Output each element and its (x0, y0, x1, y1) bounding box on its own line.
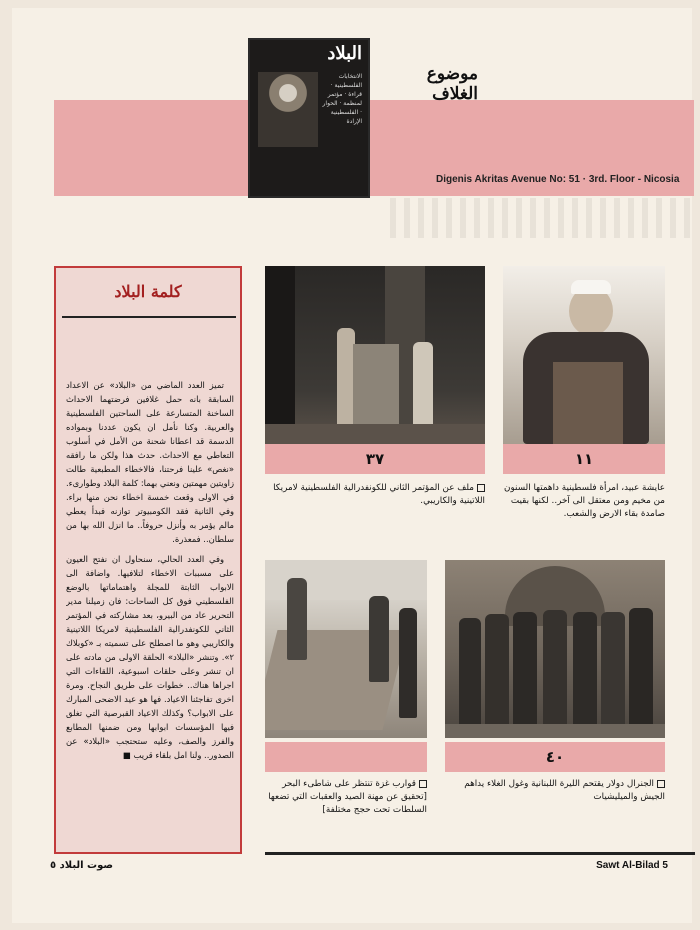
show-through-print (390, 198, 690, 238)
page-number-fish (265, 742, 427, 772)
caption-officers-text: الجنرال دولار يقتحم الليرة اللبنانية وغول الغلاء يداهم الجيش والميليشيات (464, 779, 665, 802)
page-number-40: ٤٠ (445, 742, 665, 772)
caption-woman-text: عايشة عبيد، امرأة فلسطينية داهمتها السنون من مخيم ومن معتقل الى آخر.. لكنها بقيت صامدة بقاء الارض والشعب. (504, 483, 665, 519)
page-number-11: ١١ (503, 444, 665, 474)
editorial-title: كلمة البلاد (114, 282, 182, 301)
address-line: Digenis Akritas Avenue No: 51 · 3rd. Floor - Nicosia (436, 174, 680, 185)
photo-conference-stage (265, 266, 485, 444)
caption-woman (503, 482, 665, 521)
editorial-body (66, 378, 234, 846)
editorial-paragraph: تميز العدد الماضي من «البلاد» عن الاعداد السابقة بانه حمل غلافين فرضتهما الاحداث الساخنة المتسارعة على الساحتين الفلسطينية والعربية. وكنا نأمل ان يكون عددنا وبمواده الدسمة قد اعطانا شحنة من الأمل في أسلوب التعاطي مع الاحداث. حدث هذا ولكن ما رافقه «نغص» علينا فرحتنا، فالاخطاء المطبعية طالت زاويتين مهمتين ونعني بهما: كلمة البلاد وطوارىء. في الاولى وقعت خمسة اخطاء نحن منها براء. وفي الثانية فقد الكومبيوتر توازنه فبدأ يعطي مالم يؤمر به وأنزل حروفاً.. ما انزل الله بها من سلطان.. فمعذرة. (66, 380, 234, 544)
caption-conference (265, 482, 485, 508)
cover-blurb: الانتخابات الفلسطينية · قراءة · مؤتمر لمنظمة · الحوار · الفلسطينية الإرادة (322, 73, 362, 125)
photo-fishermen (265, 560, 427, 738)
photo-officers-group (445, 560, 665, 738)
section-title: موضوع الغلاف (426, 64, 478, 104)
footer-left: صوت البلاد ٥ (50, 860, 114, 871)
editorial-rule (62, 316, 236, 318)
footer-right: Sawt Al-Bilad 5 (596, 860, 668, 871)
editorial-box (54, 266, 242, 854)
caption-bullet (657, 780, 665, 788)
cover-photo (258, 72, 318, 147)
caption-bullet (419, 780, 427, 788)
photo-elderly-woman (503, 266, 665, 444)
cover-thumbnail (248, 38, 370, 198)
caption-fishermen-text: قوارب غزة تنتظر على شاطىء البحر [تحقيق عن مهنة الصيد والعقبات التي تضعها السلطات تحت حجج مختلفة] (268, 779, 427, 815)
editorial-paragraph: وفي العدد الحالي، سنحاول ان نفتح العيون على مسببات الاخطاء لتلافيها. واضافة الى الابواب الثابتة للمجلة واهتماماتها بالوضع الفلسطيني فوق كل الساحات: فان زميلنا مدير التحرير عاد من البيرو، بعد مشاركته في المؤتمر الثاني للكونفدرالية الفلسطينية لامريكا اللاتينية والكاريبي وهو ما اصطلح على تسميته بـ «كوبلاك ٢». وتنشر «البلاد» الحلقة الاولى من مادته على ان تنشر وعلى حلقات اسبوعية، اللقاءات التي اجراها هناك.. خطوات على طريق النجاح. ومرة اخرى تفاجئنا الاعياد. فها هو عيد الاضحى المبارك على الابواب؟ وكذلك الاعياد القبرصية التي تغلق فيها المؤسسات ابوابها ومن ضمنها المطابع والفرز والصف، وعليه ستحتجب «البلاد» عن الصدور.. ولنا امل بلقاء قريب ■ (66, 554, 234, 760)
caption-officers (445, 778, 665, 804)
caption-conference-text: ملف عن المؤتمر الثاني للكونفدرالية الفلسطينية لامريكا اللاتينية والكاريبي. (273, 483, 485, 506)
page-number-37: ٣٧ (265, 444, 485, 474)
footer-rule (265, 852, 695, 855)
cover-masthead: البلاد (327, 43, 362, 64)
caption-bullet (477, 484, 485, 492)
caption-fishermen (265, 778, 427, 817)
